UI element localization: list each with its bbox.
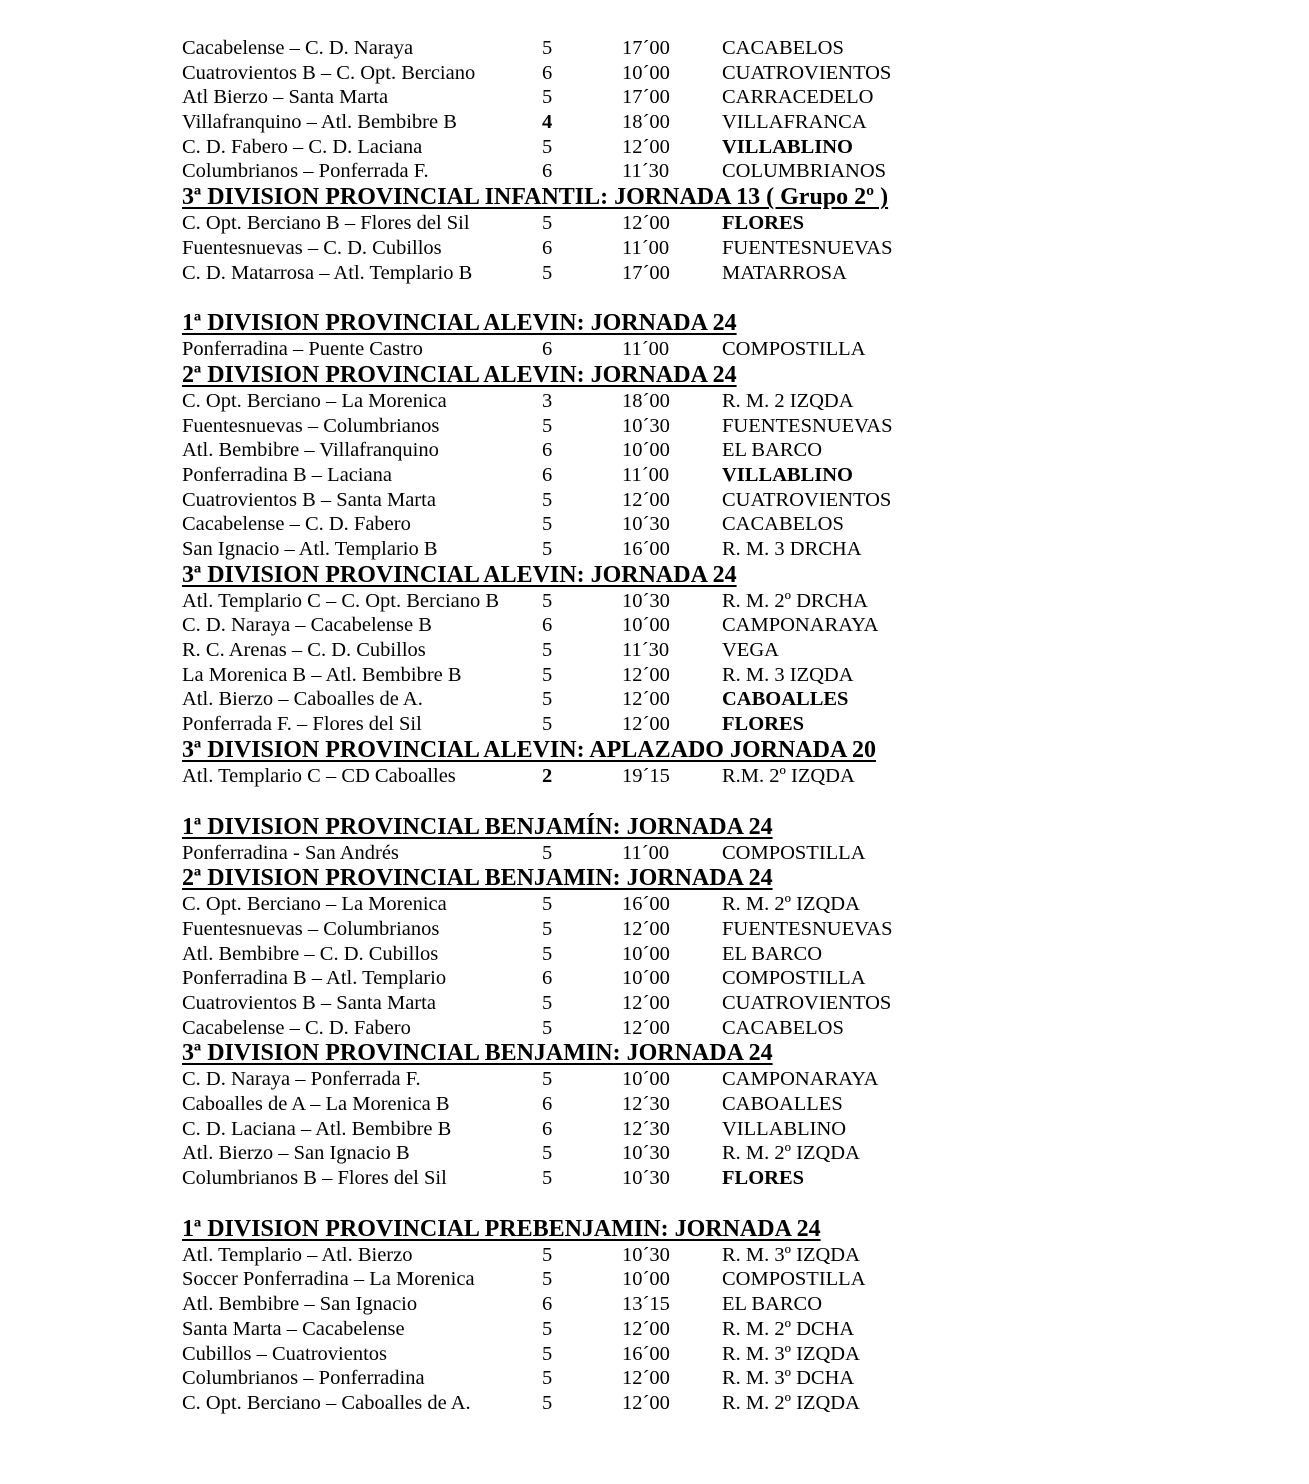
match-row [182, 1366, 1282, 1391]
match-day: 5 [542, 1016, 553, 1039]
section-heading-text: 3ª DIVISION PROVINCIAL INFANTIL: JORNADA 13 ( Grupo 2º ) [182, 184, 889, 211]
match-day: 5 [542, 893, 553, 916]
section-heading [182, 737, 1282, 764]
section-heading-text: 2ª DIVISION PROVINCIAL ALEVIN: JORNADA 24 [182, 361, 737, 388]
match-day: 5 [542, 841, 553, 864]
match-venue: VILLAFRANCA [722, 111, 867, 134]
match-teams: Columbrianos – Ponferrada F. [182, 160, 429, 183]
match-venue: FUENTESNUEVAS [722, 414, 893, 437]
match-day: 5 [542, 1391, 553, 1414]
match-row [182, 36, 1282, 61]
match-row [182, 537, 1282, 562]
match-teams: Ponferradina B – Laciana [182, 463, 393, 486]
schedule-section [182, 562, 1282, 737]
match-teams: Cubillos – Cuatrovientos [182, 1342, 387, 1365]
match-teams: Columbrianos – Ponferradina [182, 1367, 425, 1390]
schedule-document [182, 36, 1282, 1416]
match-time: 16´00 [622, 538, 670, 560]
match-teams: Atl. Templario C – C. Opt. Berciano B [182, 589, 500, 612]
match-row [182, 85, 1282, 110]
match-row [182, 712, 1282, 737]
match-teams: Atl. Bembibre – San Ignacio [182, 1293, 418, 1316]
match-teams: Cacabelense – C. D. Fabero [182, 513, 411, 536]
schedule-section [182, 1040, 1282, 1190]
match-venue: COMPOSTILLA [722, 338, 866, 361]
match-time: 12´30 [622, 1093, 670, 1115]
match-day: 5 [542, 1167, 553, 1190]
schedule-section [182, 865, 1282, 1040]
match-row [182, 764, 1282, 789]
match-time: 12´00 [622, 663, 670, 686]
match-teams: Atl. Templario C – CD Caboalles [182, 764, 456, 787]
match-row [182, 135, 1282, 160]
match-time: 10´30 [622, 414, 670, 437]
match-row [182, 613, 1282, 638]
match-venue: COMPOSTILLA [722, 967, 866, 990]
match-day: 5 [542, 917, 553, 940]
match-venue: R. M. 3 DRCHA [722, 538, 862, 560]
section-spacer [182, 285, 1282, 310]
match-row [182, 488, 1282, 513]
match-time: 10´00 [622, 942, 670, 965]
match-time: 10´00 [622, 61, 670, 84]
match-row [182, 337, 1282, 362]
section-spacer [182, 789, 1282, 814]
match-row [182, 1342, 1282, 1367]
match-venue: VILLABLINO [722, 463, 854, 486]
match-venue: R. M. 2º IZQDA [722, 893, 860, 916]
match-day: 4 [542, 111, 553, 134]
match-time: 12´00 [622, 1016, 670, 1039]
match-time: 17´00 [622, 37, 670, 59]
match-teams: Fuentesnuevas – C. D. Cubillos [182, 236, 442, 259]
match-venue: FLORES [722, 713, 805, 736]
match-teams: C. Opt. Berciano – La Morenica [182, 389, 447, 412]
match-row [182, 159, 1282, 184]
match-teams: Atl. Bembibre – C. D. Cubillos [182, 942, 439, 965]
section-heading [182, 865, 1282, 892]
match-teams: Santa Marta – Cacabelense [182, 1317, 405, 1340]
match-day: 5 [542, 713, 553, 736]
match-teams: R. C. Arenas – C. D. Cubillos [182, 639, 426, 662]
match-teams: Cacabelense – C. D. Naraya [182, 37, 414, 59]
match-teams: Soccer Ponferradina – La Morenica [182, 1268, 475, 1291]
match-row [182, 1391, 1282, 1416]
match-venue: CUATROVIENTOS [722, 991, 892, 1014]
match-time: 10´00 [622, 614, 670, 637]
match-teams: Atl Bierzo – Santa Marta [182, 86, 389, 109]
match-teams: Atl. Bierzo – San Ignacio B [182, 1142, 410, 1165]
match-time: 12´00 [622, 688, 670, 711]
section-heading-text: 3ª DIVISION PROVINCIAL ALEVIN: APLAZADO JORNADA 20 [182, 736, 876, 763]
match-venue: R. M. 3º IZQDA [722, 1342, 860, 1365]
match-teams: Fuentesnuevas – Columbrianos [182, 414, 440, 437]
match-row [182, 917, 1282, 942]
section-heading-text: 1ª DIVISION PROVINCIAL ALEVIN: JORNADA 24 [182, 310, 737, 337]
section-heading [182, 1040, 1282, 1067]
match-row [182, 942, 1282, 967]
match-venue: CACABELOS [722, 37, 844, 59]
match-venue: R. M. 2º DCHA [722, 1317, 855, 1340]
schedule-section [182, 36, 1282, 184]
match-day: 5 [542, 663, 553, 686]
match-venue: COMPOSTILLA [722, 841, 866, 864]
schedule-section [182, 789, 1282, 866]
match-venue: R.M. 2º IZQDA [722, 764, 855, 787]
match-day: 5 [542, 212, 553, 235]
match-time: 11´00 [622, 841, 670, 864]
match-time: 12´30 [622, 1117, 670, 1140]
match-row [182, 438, 1282, 463]
match-time: 10´30 [622, 1167, 670, 1190]
match-day: 5 [542, 414, 553, 437]
match-teams: Ponferrada F. – Flores del Sil [182, 713, 422, 736]
schedule-section [182, 362, 1282, 562]
match-row [182, 991, 1282, 1016]
match-venue: MATARROSA [722, 261, 847, 284]
section-heading [182, 310, 1282, 337]
match-time: 18´00 [622, 111, 670, 134]
match-teams: C. D. Laciana – Atl. Bembibre B [182, 1117, 452, 1140]
match-row [182, 1141, 1282, 1166]
match-teams: C. Opt. Berciano B – Flores del Sil [182, 212, 470, 235]
match-row [182, 1267, 1282, 1292]
match-time: 16´00 [622, 893, 670, 916]
match-day: 3 [542, 389, 553, 412]
match-day: 5 [542, 589, 553, 612]
match-day: 6 [542, 61, 553, 84]
match-day: 5 [542, 639, 553, 662]
match-day: 2 [542, 764, 553, 787]
section-heading-text: 3ª DIVISION PROVINCIAL BENJAMIN: JORNADA 24 [182, 1040, 773, 1067]
match-venue: FLORES [722, 1167, 805, 1190]
match-day: 6 [542, 1117, 553, 1140]
match-time: 10´30 [622, 1142, 670, 1165]
match-row [182, 687, 1282, 712]
match-venue: CABOALLES [722, 688, 849, 711]
match-time: 12´00 [622, 917, 670, 940]
match-day: 5 [542, 1243, 553, 1266]
match-day: 5 [542, 942, 553, 965]
match-venue: CUATROVIENTOS [722, 61, 892, 84]
match-day: 5 [542, 1367, 553, 1390]
match-time: 12´00 [622, 488, 670, 511]
match-time: 10´30 [622, 1243, 670, 1266]
match-venue: CABOALLES [722, 1093, 843, 1115]
match-row [182, 211, 1282, 236]
match-row [182, 110, 1282, 135]
section-heading-text: 2ª DIVISION PROVINCIAL BENJAMIN: JORNADA 24 [182, 865, 773, 892]
match-teams: Villafranquino – Atl. Bembibre B [182, 111, 457, 134]
match-teams: Ponferradina - San Andrés [182, 841, 399, 864]
match-time: 11´00 [622, 463, 670, 486]
match-row [182, 389, 1282, 414]
match-venue: EL BARCO [722, 439, 823, 462]
match-teams: Ponferradina – Puente Castro [182, 338, 423, 361]
match-day: 5 [542, 513, 553, 536]
section-heading-text: 3ª DIVISION PROVINCIAL ALEVIN: JORNADA 24 [182, 561, 737, 588]
match-time: 12´00 [622, 713, 670, 736]
match-day: 6 [542, 1093, 553, 1115]
match-day: 5 [542, 261, 553, 284]
match-venue: CARRACEDELO [722, 86, 874, 109]
section-heading [182, 562, 1282, 589]
match-teams: C. Opt. Berciano – La Morenica [182, 893, 447, 916]
match-venue: CUATROVIENTOS [722, 488, 892, 511]
match-row [182, 841, 1282, 866]
match-venue: R. M. 2º IZQDA [722, 1142, 860, 1165]
match-teams: Cacabelense – C. D. Fabero [182, 1016, 411, 1039]
match-day: 5 [542, 1342, 553, 1365]
section-heading [182, 184, 1282, 211]
section-heading [182, 814, 1282, 841]
match-venue: R. M. 2º IZQDA [722, 1391, 860, 1414]
match-venue: CACABELOS [722, 513, 844, 536]
match-row [182, 1166, 1282, 1191]
match-day: 5 [542, 135, 553, 158]
match-row [182, 261, 1282, 286]
match-day: 6 [542, 967, 553, 990]
match-teams: Atl. Bierzo – Caboalles de A. [182, 688, 423, 711]
match-day: 5 [542, 1317, 553, 1340]
schedule-section [182, 184, 1282, 285]
match-venue: FUENTESNUEVAS [722, 917, 893, 940]
match-time: 13´15 [622, 1293, 670, 1316]
match-day: 5 [542, 86, 553, 109]
match-row [182, 61, 1282, 86]
match-day: 6 [542, 338, 553, 361]
schedule-section [182, 737, 1282, 789]
match-venue: VEGA [722, 639, 779, 662]
match-row [182, 663, 1282, 688]
match-teams: C. D. Fabero – C. D. Laciana [182, 135, 423, 158]
match-row [182, 414, 1282, 439]
match-day: 5 [542, 37, 553, 59]
section-heading [182, 362, 1282, 389]
match-row [182, 1292, 1282, 1317]
match-time: 10´30 [622, 513, 670, 536]
match-venue: FLORES [722, 212, 805, 235]
match-row [182, 892, 1282, 917]
match-time: 10´30 [622, 589, 670, 612]
match-day: 6 [542, 614, 553, 637]
match-time: 19´15 [622, 764, 670, 787]
match-teams: La Morenica B – Atl. Bembibre B [182, 663, 462, 686]
match-teams: C. D. Naraya – Ponferrada F. [182, 1068, 421, 1091]
match-venue: COMPOSTILLA [722, 1268, 866, 1291]
match-time: 12´00 [622, 1367, 670, 1390]
match-teams: Caboalles de A – La Morenica B [182, 1093, 450, 1115]
match-teams: Atl. Bembibre – Villafranquino [182, 439, 439, 462]
match-venue: R. M. 3 IZQDA [722, 663, 854, 686]
match-teams: Atl. Templario – Atl. Bierzo [182, 1243, 413, 1266]
match-venue: VILLABLINO [722, 135, 854, 158]
match-day: 5 [542, 688, 553, 711]
match-teams: Columbrianos B – Flores del Sil [182, 1167, 447, 1190]
match-time: 16´00 [622, 1342, 670, 1365]
match-day: 5 [542, 538, 553, 560]
match-row [182, 1092, 1282, 1117]
match-venue: CAMPONARAYA [722, 614, 879, 637]
match-row [182, 1117, 1282, 1142]
match-row [182, 589, 1282, 614]
match-venue: R. M. 2 IZQDA [722, 389, 854, 412]
match-venue: EL BARCO [722, 942, 823, 965]
match-row [182, 638, 1282, 663]
match-row [182, 1016, 1282, 1041]
section-heading-text: 1ª DIVISION PROVINCIAL BENJAMÍN: JORNADA 24 [182, 813, 773, 840]
match-time: 12´00 [622, 1317, 670, 1340]
match-day: 5 [542, 488, 553, 511]
match-time: 18´00 [622, 389, 670, 412]
section-heading-text: 1ª DIVISION PROVINCIAL PREBENJAMIN: JORNADA 24 [182, 1215, 821, 1242]
match-time: 12´00 [622, 991, 670, 1014]
match-day: 5 [542, 991, 553, 1014]
match-venue: CACABELOS [722, 1016, 844, 1039]
match-venue: EL BARCO [722, 1293, 823, 1316]
match-venue: R. M. 2º DRCHA [722, 589, 868, 612]
section-heading [182, 1216, 1282, 1243]
match-time: 17´00 [622, 261, 670, 284]
match-teams: Cuatrovientos B – Santa Marta [182, 488, 436, 511]
section-spacer [182, 1191, 1282, 1216]
match-teams: Cuatrovientos B – C. Opt. Berciano [182, 61, 476, 84]
match-row [182, 1067, 1282, 1092]
match-day: 6 [542, 236, 553, 259]
match-row [182, 1243, 1282, 1268]
match-day: 6 [542, 439, 553, 462]
match-row [182, 966, 1282, 991]
match-time: 11´00 [622, 338, 670, 361]
match-time: 10´00 [622, 1068, 670, 1091]
match-teams: Cuatrovientos B – Santa Marta [182, 991, 436, 1014]
match-time: 11´30 [622, 639, 670, 662]
match-time: 10´00 [622, 967, 670, 990]
match-row [182, 236, 1282, 261]
match-time: 12´00 [622, 212, 670, 235]
match-time: 10´00 [622, 1268, 670, 1291]
match-teams: C. Opt. Berciano – Caboalles de A. [182, 1391, 471, 1414]
match-teams: C. D. Matarrosa – Atl. Templario B [182, 261, 473, 284]
match-time: 17´00 [622, 86, 670, 109]
match-teams: C. D. Naraya – Cacabelense B [182, 614, 432, 637]
match-day: 5 [542, 1068, 553, 1091]
match-venue: R. M. 3º DCHA [722, 1367, 855, 1390]
match-teams: Fuentesnuevas – Columbrianos [182, 917, 440, 940]
match-venue: VILLABLINO [722, 1117, 847, 1140]
match-teams: Ponferradina B – Atl. Templario [182, 967, 447, 990]
match-row [182, 463, 1282, 488]
match-day: 6 [542, 1293, 553, 1316]
match-time: 11´30 [622, 160, 670, 183]
match-row [182, 512, 1282, 537]
match-time: 11´00 [622, 236, 670, 259]
schedule-section [182, 285, 1282, 362]
match-teams: San Ignacio – Atl. Templario B [182, 538, 438, 560]
schedule-section [182, 1191, 1282, 1416]
match-time: 12´00 [622, 1391, 670, 1414]
match-day: 5 [542, 1142, 553, 1165]
match-day: 6 [542, 463, 553, 486]
match-time: 10´00 [622, 439, 670, 462]
match-venue: R. M. 3º IZQDA [722, 1243, 860, 1266]
match-venue: COLUMBRIANOS [722, 160, 887, 183]
match-row [182, 1317, 1282, 1342]
match-day: 5 [542, 1268, 553, 1291]
match-time: 12´00 [622, 135, 670, 158]
match-venue: FUENTESNUEVAS [722, 236, 893, 259]
match-day: 6 [542, 160, 553, 183]
match-venue: CAMPONARAYA [722, 1068, 879, 1091]
